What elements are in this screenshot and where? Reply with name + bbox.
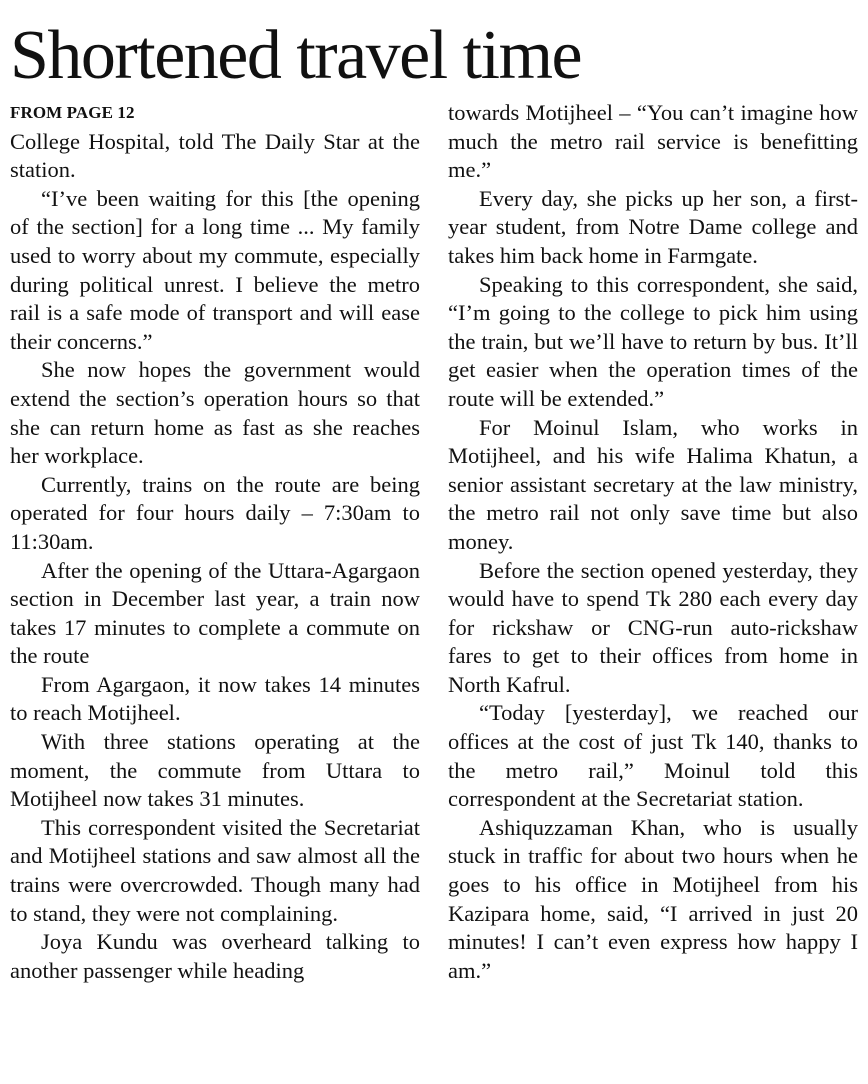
paragraph: Before the section opened yesterday, they would have to spend Tk 280 each every day for rickshaw or CNG-run auto-rickshaw fares to get to their offices from home in North Kafrul. [448,557,858,697]
paragraph: Speaking to this correspondent, she said, “I’m going to the college to pick him using the train, but we’ll have to return by bus. It’ll get easier when the operation times of the route will be extended.” [448,271,858,411]
paragraph: Every day, she picks up her son, a first-year student, from Notre Dame college and takes him back home in Farmgate. [448,185,858,268]
paragraph: After the opening of the Uttara-Agargaon section in December last year, a train now takes 17 minutes to complete a commute on the route [10,557,420,669]
paragraph: For Moinul Islam, who works in Motijheel, and his wife Halima Khatun, a senior assistant secretary at the law ministry, the metro rail not only save time but also money. [448,414,858,554]
article-column-left [10,99,420,985]
jump-line: FROM PAGE 12 [10,103,135,122]
paragraph: Currently, trains on the route are being operated for four hours daily – 7:30am to 11:30am. [10,471,420,554]
paragraph: towards Motijheel – “You can’t imagine how much the metro rail service is benefitting me.” [448,100,858,183]
paragraph: She now hopes the government would extend the section’s operation hours so that she can return home as fast as she reaches her workplace. [10,357,420,469]
paragraph: From Agargaon, it now takes 14 minutes to reach Motijheel. [10,671,420,726]
paragraph: College Hospital, told The Daily Star at the station. [10,128,420,183]
paragraph: This correspondent visited the Secretariat and Motijheel stations and saw almost all the trains were overcrowded. Though many had to stand, they were not complaining. [10,814,420,926]
paragraph: “I’ve been waiting for this [the opening of the section] for a long time ... My family used to worry about my commute, especially during political unrest. I believe the metro rail is a safe mode of transport and will ease their concerns.” [10,185,420,354]
paragraph: Ashiquzzaman Khan, who is usually stuck in traffic for about two hours when he goes to his office in Motijheel from his Kazipara home, said, “I arrived in just 20 minutes! I can’t even express how happy I am.” [448,814,858,983]
headline: Shortened travel time [10,17,582,94]
paragraph: Joya Kundu was overheard talking to another passenger while heading [10,929,420,983]
paragraph: With three stations operating at the moment, the commute from Uttara to Motijheel now takes 31 minutes. [10,729,420,812]
article-column-right [448,99,858,985]
paragraph: “Today [yesterday], we reached our offices at the cost of just Tk 140, thanks to the metro rail,” Moinul told this correspondent at the Secretariat station. [448,700,858,812]
